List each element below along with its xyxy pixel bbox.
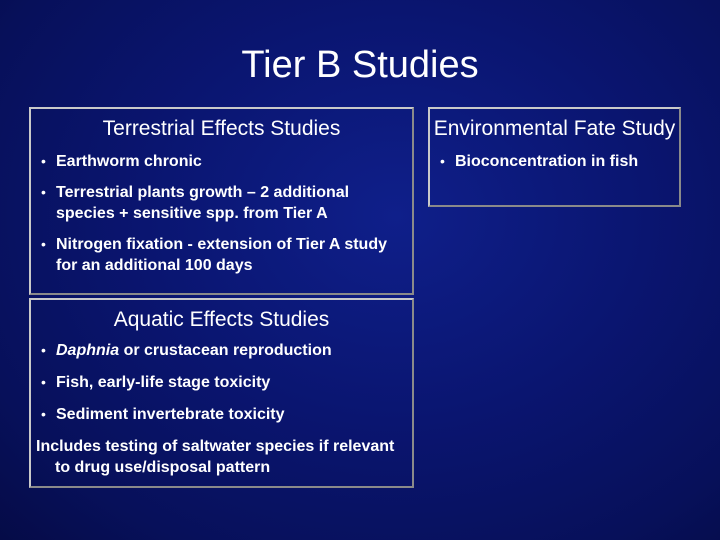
aquatic-effects-heading: Aquatic Effects Studies [113,308,330,331]
list-item [31,372,412,393]
list-item-text: Sediment invertebrate toxicity [56,406,285,423]
list-item-text: Earthworm chronic [56,153,202,170]
list-item-text: Nitrogen fixation - extension of Tier A study for an additional 100 days [56,236,387,274]
bullet-icon: • [41,236,46,252]
list-item-text: Bioconcentration in fish [455,153,639,170]
list-item [430,151,679,172]
bullet-icon: • [41,153,46,169]
list-item-text: Terrestrial plants growth – 2 additional species + sensitive spp. from Tier A [56,184,350,222]
list-item-text: Fish, early-life stage toxicity [56,374,271,391]
terrestrial-effects-heading: Terrestrial Effects Studies [102,117,341,140]
bullet-icon: • [41,374,46,390]
bullet-icon: • [41,184,46,200]
aquatic-effects-list [31,340,412,425]
aquatic-effects-box [29,298,414,488]
list-item [31,182,412,224]
environmental-fate-heading: Environmental Fate Study [433,117,676,140]
list-item-text: or crustacean reproduction [119,342,332,359]
environmental-fate-list [430,151,679,172]
list-item [31,151,412,172]
species-name: Daphnia [56,342,120,359]
environmental-fate-box [428,107,681,207]
list-item [31,340,412,361]
list-item [31,234,412,276]
slide-title: Tier B Studies [241,44,479,86]
terrestrial-effects-list [31,151,412,276]
list-item [31,404,412,425]
bullet-icon: • [41,406,46,422]
bullet-icon: • [41,342,46,358]
saltwater-note: Includes testing of saltwater species if relevant to drug use/disposal pattern [36,438,395,476]
terrestrial-effects-box [29,107,414,295]
bullet-icon: • [440,153,445,169]
